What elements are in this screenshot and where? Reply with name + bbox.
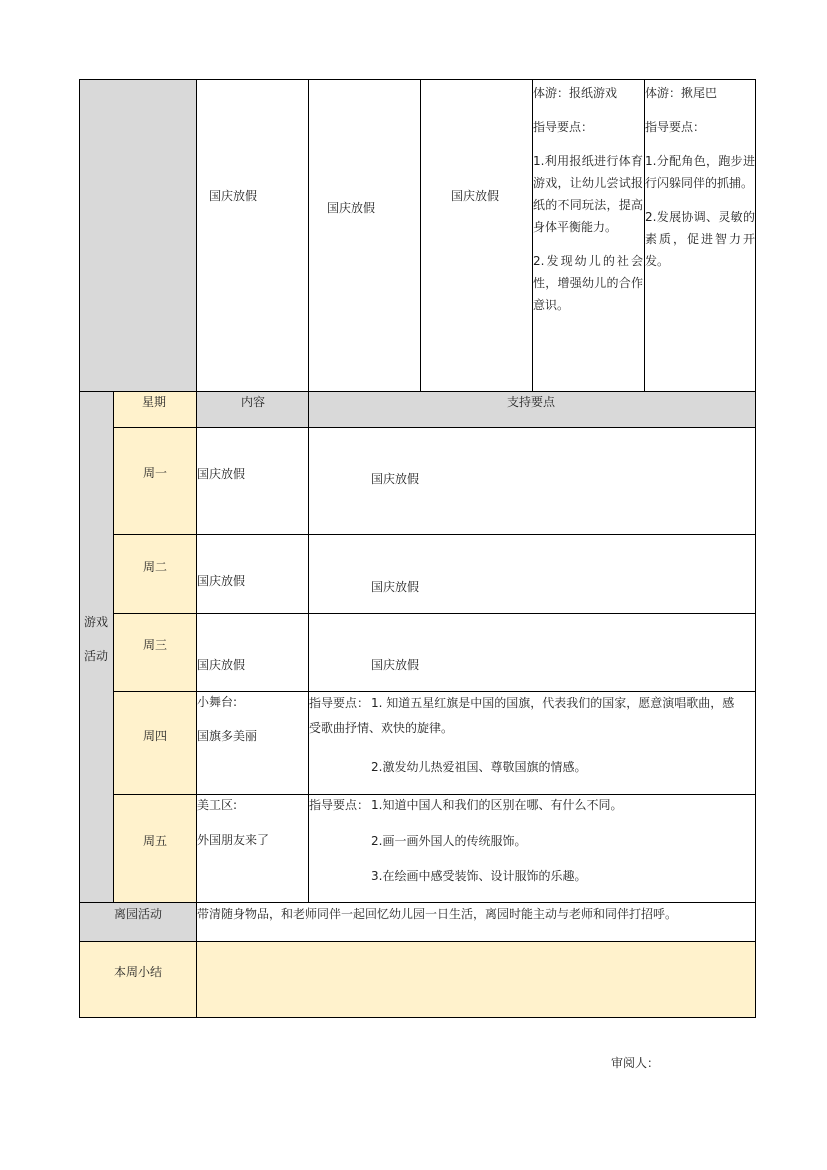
header-day bbox=[113, 391, 197, 428]
support-text: 国庆放假 bbox=[371, 580, 420, 594]
top-left-gray-cell bbox=[79, 79, 197, 392]
support-text: 国庆放假 bbox=[371, 658, 420, 672]
header-content bbox=[196, 391, 309, 428]
leave-label: 离园活动 bbox=[114, 907, 163, 921]
header-support bbox=[308, 391, 756, 428]
support-cell-tue bbox=[308, 534, 756, 614]
day-cell-tue bbox=[113, 534, 197, 614]
day-label: 周四 bbox=[142, 728, 167, 743]
content-text: 国旗多美丽 bbox=[197, 729, 258, 743]
support-prefix: 指导要点： bbox=[309, 696, 370, 710]
activity-point: 1.分配角色，跑步进行闪躲同伴的抓捕。 bbox=[645, 154, 755, 190]
summary-label-cell bbox=[79, 941, 197, 1018]
content-cell-wed bbox=[196, 613, 309, 692]
support-text: 3.在绘画中感受装饰、设计服饰的乐趣。 bbox=[371, 869, 587, 883]
activity-point: 1.利用报纸进行体育游戏，让幼儿尝试报纸的不同玩法，提高身体平衡能力。 bbox=[533, 154, 643, 234]
reviewer-label: 审阅人： bbox=[611, 1056, 660, 1070]
content-text: 外国朋友来了 bbox=[197, 833, 270, 847]
support-cell-mon bbox=[308, 427, 756, 535]
activity-heading: 指导要点： bbox=[533, 120, 594, 134]
support-cell-fri bbox=[308, 794, 756, 903]
top-activity-cell-tail bbox=[644, 79, 756, 392]
activity-title: 体游：揪尾巴 bbox=[645, 86, 718, 100]
summary-label: 本周小结 bbox=[114, 965, 163, 979]
activity-heading: 指导要点： bbox=[645, 120, 706, 134]
content-text: 美工区: bbox=[197, 798, 238, 812]
section-label-line2: 活动 bbox=[84, 649, 109, 663]
content-text: 国庆放假 bbox=[197, 574, 246, 588]
content-cell-fri bbox=[196, 794, 309, 903]
header-day-text: 星期 bbox=[142, 395, 167, 409]
game-section-label bbox=[79, 391, 114, 903]
section-label-line1: 游戏 bbox=[84, 615, 109, 629]
support-text: 1. 知道五星红旗是中国的国旗，代表我们的国家，愿意演唱歌曲，感 bbox=[371, 696, 735, 710]
content-text: 国庆放假 bbox=[197, 658, 246, 672]
day-label: 周五 bbox=[142, 834, 167, 848]
content-text: 国庆放假 bbox=[197, 467, 246, 481]
day-cell-fri bbox=[113, 794, 197, 903]
top-activity-cell-newspaper bbox=[532, 79, 645, 392]
top-holiday-cell-3 bbox=[420, 79, 533, 392]
content-cell-tue bbox=[196, 534, 309, 614]
support-prefix: 指导要点： bbox=[309, 798, 370, 812]
day-label: 周二 bbox=[142, 559, 167, 574]
holiday-text: 国庆放假 bbox=[327, 201, 376, 215]
activity-point: 2.发现幼儿的社会性，增强幼儿的合作意识。 bbox=[533, 254, 643, 312]
content-cell-mon bbox=[196, 427, 309, 535]
day-cell-thu bbox=[113, 691, 197, 795]
leave-text: 带清随身物品，和老师同伴一起回忆幼儿园一日生活，离园时能主动与老师和同伴打招呼。 bbox=[197, 907, 678, 921]
support-cell-wed bbox=[308, 613, 756, 692]
leave-text-cell bbox=[196, 902, 756, 942]
support-text: 1.知道中国人和我们的区别在哪、有什么不同。 bbox=[371, 798, 623, 812]
support-text: 2.画一画外国人的传统服饰。 bbox=[371, 834, 527, 848]
top-holiday-cell-1 bbox=[196, 79, 309, 392]
header-support-text: 支持要点 bbox=[507, 395, 556, 409]
support-cell-thu bbox=[308, 691, 756, 795]
header-content-text: 内容 bbox=[241, 395, 266, 409]
summary-text-cell bbox=[196, 941, 756, 1018]
support-text: 2.激发幼儿热爱祖国、尊敬国旗的情感。 bbox=[371, 760, 587, 774]
day-cell-wed bbox=[113, 613, 197, 692]
day-label: 周一 bbox=[142, 465, 167, 480]
content-cell-thu bbox=[196, 691, 309, 795]
activity-title: 体游：报纸游戏 bbox=[533, 86, 618, 100]
content-text: 小舞台: bbox=[197, 695, 238, 709]
day-label: 周三 bbox=[142, 638, 167, 652]
leave-label-cell bbox=[79, 902, 197, 942]
support-text: 国庆放假 bbox=[371, 472, 420, 486]
activity-point: 2.发展协调、灵敏的素质，促进智力开发。 bbox=[645, 210, 755, 268]
holiday-text: 国庆放假 bbox=[451, 189, 500, 203]
day-cell-mon bbox=[113, 427, 197, 535]
holiday-text: 国庆放假 bbox=[209, 189, 258, 203]
top-holiday-cell-2 bbox=[308, 79, 421, 392]
support-text: 受歌曲抒情、欢快的旋律。 bbox=[309, 721, 454, 735]
